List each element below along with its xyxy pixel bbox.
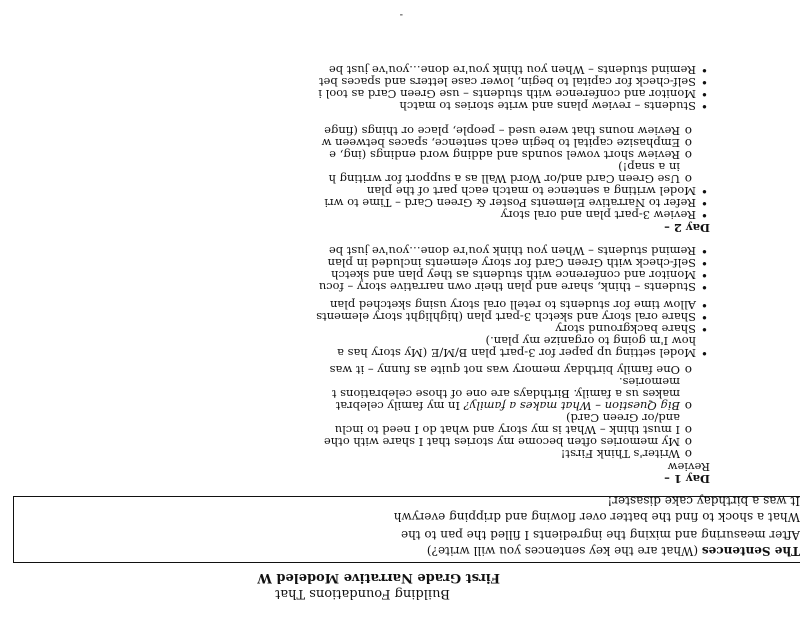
sentence-3: It was a birthday cake disaster! <box>607 494 800 508</box>
sentences-heading: The Sentences <box>701 544 800 558</box>
bullet-dot-icon: • <box>700 280 708 294</box>
sentences-heading-row <box>427 544 800 558</box>
header-line-2: First Grade Narrative Modeled W <box>257 570 500 585</box>
bullet-dot-icon: • <box>700 268 708 282</box>
bullet-dot-icon: • <box>700 322 708 336</box>
day2-short-vowel: Review short vowel sounds and adding word endings (ing, e <box>329 148 680 162</box>
day1-big-question-rest: In my family celebrat <box>335 399 464 413</box>
day1-big-question-row <box>336 399 680 413</box>
bullet-dot-icon: • <box>700 87 708 101</box>
day2-students: Students – review plans and write stories to match <box>399 99 696 113</box>
day2-review: Review 3-part plan and oral story <box>500 208 696 222</box>
bullet-dot-icon: • <box>700 244 708 258</box>
day2-remind: Remind students – When you think you're done…you've just be <box>328 63 696 77</box>
sentences-heading-rest: (What are the key sentences you will write?) <box>426 544 702 558</box>
bullet-dot-icon: • <box>700 196 708 210</box>
header-line-1: Building Foundations That <box>275 586 450 601</box>
box-right-rule <box>13 496 14 563</box>
day1-allow: Allow time for students to retell oral story using sketched plan <box>329 298 696 312</box>
day1-share-bg: Share background story <box>555 322 696 336</box>
day1-review: Review <box>667 460 710 474</box>
bullet-circle-icon: o <box>684 124 692 138</box>
day1-memories2: memories. <box>618 375 680 389</box>
bullet-dot-icon: • <box>700 298 708 312</box>
day2-in-a-snap: in a snap!) <box>618 160 680 174</box>
day1-writers: Writer's Think First! <box>560 447 680 461</box>
day2-emphasize: Emphasize capital to begin each sentence, spaces between w <box>321 136 680 150</box>
day1-one-family: One family birthday memory was not quite as funny – it was <box>329 363 680 377</box>
box-top-rule <box>14 562 800 563</box>
day1-memories: My memories often become my stories that I share with othe <box>323 435 680 449</box>
day2-model-writing: Model writing a sentence to match each part of the plan <box>366 184 696 198</box>
day2-monitor: Monitor and conference with students – use Green Card as tool i <box>318 87 696 101</box>
day1-students: Students – think, share and plan their own narrative story – focu <box>318 280 696 294</box>
sentence-1: After measuring and mixing the ingredients I filled the pan to the <box>400 528 800 542</box>
bullet-dot-icon: • <box>700 208 708 222</box>
day1-big-question: Big Question – What makes a family? <box>463 399 680 413</box>
day1-green-card: and/or Green Card) <box>566 411 680 425</box>
day1-makes-us: makes us a family. Birthdays are one of those celebrations t <box>331 387 680 401</box>
sentence-2: What a shock to find the batter over flowing and dripping everywh <box>393 510 800 524</box>
bullet-circle-icon: o <box>684 363 692 377</box>
day1-selfcheck: Self-check with Green Card for story elements included in plan <box>327 256 696 270</box>
page-mark: - <box>399 9 403 20</box>
day1-title: Day 1 – <box>664 472 710 486</box>
day1-monitor: Monitor and conference with students as they plan and sketch <box>331 268 696 282</box>
day1-must-think: I must think – What is my story and what do I need to inclu <box>334 423 680 437</box>
day2-nouns: Review nouns that were used – people, place or things (finge <box>324 124 680 138</box>
day1-remind: Remind students – When you think you're done…you've just be <box>328 244 696 258</box>
bullet-dot-icon: • <box>700 63 708 77</box>
bullet-circle-icon: o <box>684 447 692 461</box>
bullet-circle-icon: o <box>684 399 692 413</box>
day2-use-green: Use Green Card and/or Word Wall as a support for writing h <box>328 172 680 186</box>
bullet-dot-icon: • <box>700 184 708 198</box>
day2-selfcheck: Self-check for capital to begin, lower case letters and spaces bet <box>318 75 696 89</box>
bullet-dot-icon: • <box>700 256 708 270</box>
day1-how-im: how I'm going to organize my plan.) <box>485 334 696 348</box>
bullet-dot-icon: • <box>700 346 708 360</box>
day1-share-oral: Share oral story and sketch 3-part plan (highlight story elements <box>316 310 696 324</box>
bullet-circle-icon: o <box>684 423 692 437</box>
bullet-circle-icon: o <box>684 136 692 150</box>
bullet-circle-icon: o <box>684 435 692 449</box>
bullet-dot-icon: • <box>700 310 708 324</box>
day2-title: Day 2 – <box>664 221 710 235</box>
bullet-dot-icon: • <box>700 75 708 89</box>
bullet-circle-icon: o <box>684 148 692 162</box>
bullet-circle-icon: o <box>684 172 692 186</box>
bullet-dot-icon: • <box>700 99 708 113</box>
day2-refer: Refer to Narrative Elements Poster & Green Card – Time to wri <box>324 196 696 210</box>
day1-model-setting: Model setting up paper for 3-part plan B/M/E (My story has a <box>337 346 696 360</box>
